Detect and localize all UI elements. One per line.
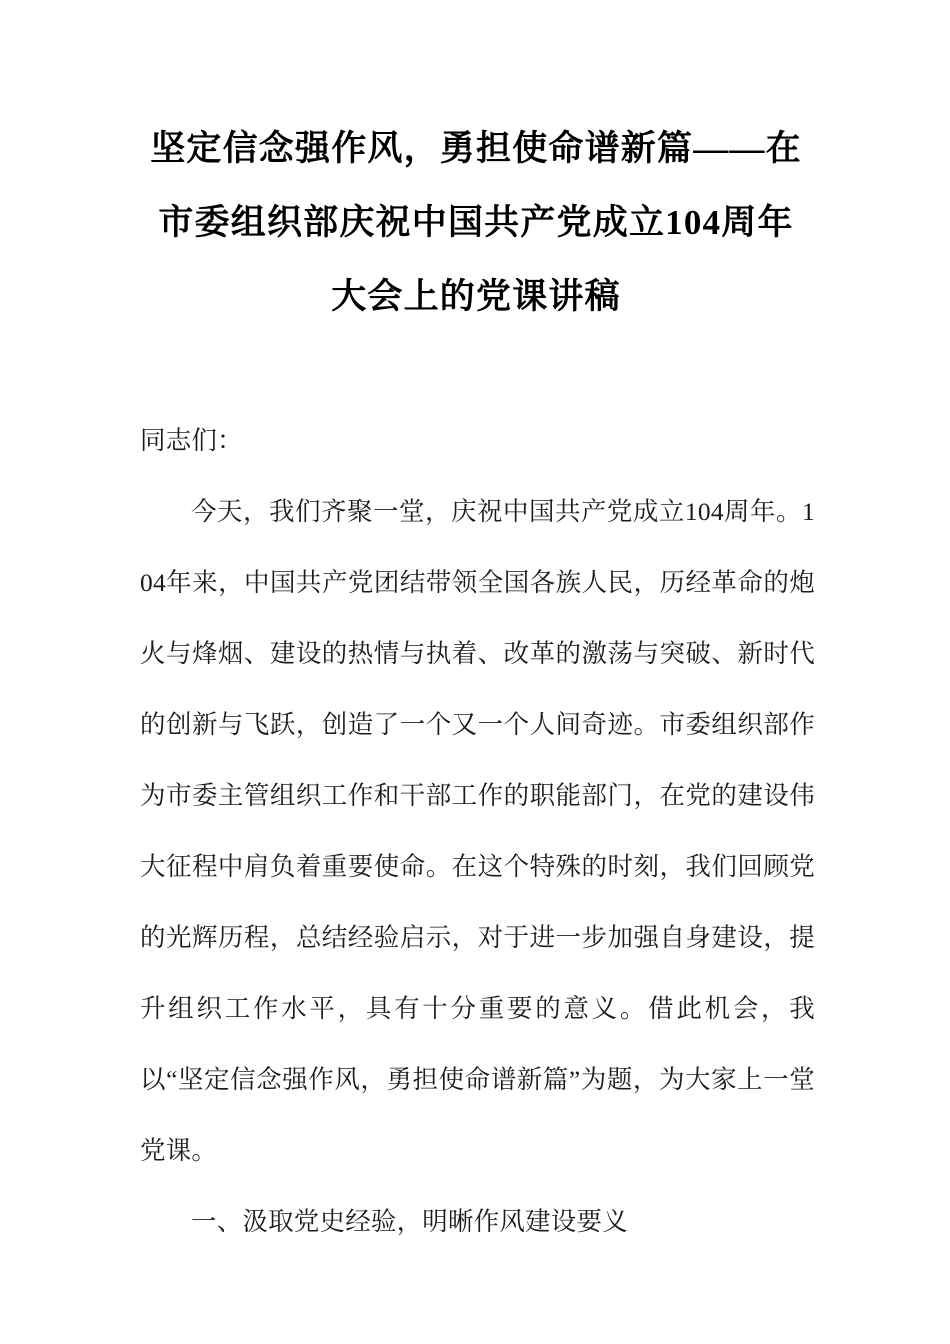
salutation: 同志们： — [140, 426, 243, 455]
body-paragraph-1: 今天，我们齐聚一堂，庆祝中国共产党成立104周年。104年来，中国共产党团结带领全国各族人民，历经革命的炮火与烽烟、建设的热情与执着、改革的激荡与突破、新时代的创新与飞跃，创造了一个又一个人间奇迹。市委组织部作为市委主管组织工作和干部工作的职能部门，在党的建设伟大征程中肩负着重要使命。在这个特殊的时刻，我们回顾党的光辉历程，总结经验启示，对于进一步加强自身建设，提升组织工作水平，具有十分重要的意义。借此机会，我以“坚定信念强作风，勇担使命谱新篇”为题，为大家上一堂党课。 — [140, 497, 815, 1165]
document-body — [140, 405, 815, 1257]
title-line-1: 坚定信念强作风，勇担使命谱新篇——在 — [150, 129, 802, 168]
section-heading-1: 一、汲取党史经验，明晰作风建设要义 — [191, 1207, 628, 1236]
title-line-3: 大会上的党课讲稿 — [331, 277, 621, 316]
document-title — [140, 112, 812, 334]
title-line-2: 市委组织部庆祝中国共产党成立104周年 — [158, 203, 794, 242]
